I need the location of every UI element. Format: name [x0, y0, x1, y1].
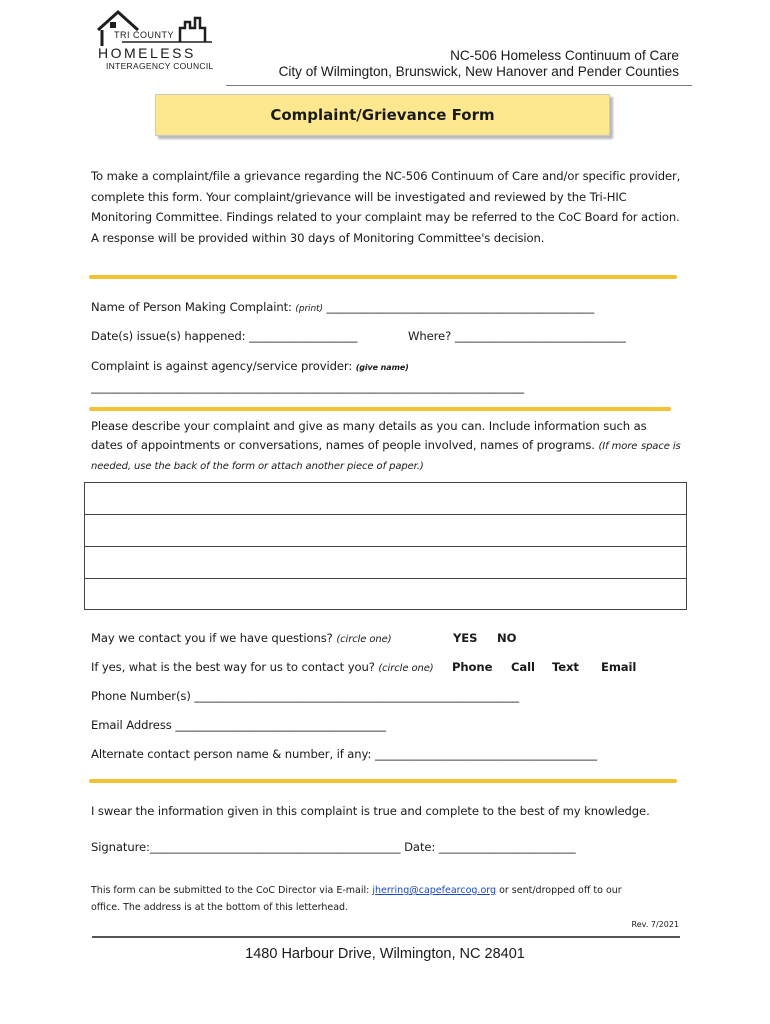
- name-row: [91, 300, 594, 314]
- description-line[interactable]: [85, 515, 686, 547]
- phone-row: [91, 689, 519, 703]
- contact-question-1: [91, 631, 392, 645]
- where-row: [408, 329, 626, 343]
- option-yes[interactable]: YES: [453, 631, 478, 645]
- alt-contact-row: [91, 747, 597, 761]
- divider-1: [89, 275, 677, 279]
- phone-label: Phone Number(s): [91, 689, 191, 703]
- dates-label: Date(s) issue(s) happened:: [91, 329, 246, 343]
- where-label: Where?: [408, 329, 452, 343]
- option-no[interactable]: NO: [497, 631, 517, 645]
- description-line[interactable]: [85, 547, 686, 579]
- alt-field[interactable]: _______________________________________: [374, 747, 598, 761]
- email-field[interactable]: _____________________________________: [175, 718, 387, 732]
- q1-hint: (circle one): [336, 634, 392, 645]
- option-call[interactable]: Call: [511, 660, 535, 674]
- date-field[interactable]: ________________________: [438, 840, 576, 854]
- option-email[interactable]: Email: [601, 660, 637, 674]
- footer-text-b: or sent/dropped off to our: [499, 885, 622, 896]
- logo: [92, 8, 217, 74]
- describe-hint-b: space is needed, use the back of the form or attach another piece of paper.): [91, 441, 681, 472]
- address: 1480 Harbour Drive, Wilmington, NC 28401: [245, 946, 525, 962]
- option-phone[interactable]: Phone: [452, 660, 493, 674]
- q2-hint: (circle one): [378, 663, 434, 674]
- describe-hint-a: (If more: [598, 441, 638, 452]
- against-row: [91, 359, 409, 373]
- description-line[interactable]: [85, 483, 686, 515]
- footer-text-c: office. The address is at the bottom of this letterhead.: [91, 902, 349, 913]
- name-field[interactable]: _______________________________________________: [326, 300, 595, 314]
- footer-note: [91, 882, 681, 916]
- footer-text-a: This form can be submitted to the CoC Director via E-mail:: [91, 885, 370, 896]
- logo-line1: TRI COUNTY: [114, 30, 174, 40]
- logo-line3: INTERAGENCY COUNCIL: [106, 61, 214, 71]
- alt-label: Alternate contact person name & number, if any:: [91, 747, 372, 761]
- divider-2: [89, 407, 671, 411]
- signature-field[interactable]: ____________________________________________: [149, 840, 401, 854]
- q2-label: If yes, what is the best way for us to contact you?: [91, 660, 375, 674]
- name-label: Name of Person Making Complaint:: [91, 300, 292, 314]
- title-box: [155, 94, 610, 136]
- header-rule: [226, 85, 692, 86]
- coc-director-email-link[interactable]: jherring@capefearcog.org: [372, 885, 497, 896]
- describe-paragraph: [91, 417, 681, 476]
- option-text[interactable]: Text: [552, 660, 579, 674]
- divider-3: [89, 779, 677, 783]
- header-line2: City of Wilmington, Brunswick, New Hanover and Pender Counties: [278, 64, 679, 79]
- description-line[interactable]: [85, 579, 686, 611]
- swear-statement: I swear the information given in this complaint is true and complete to the best of my knowledge.: [91, 804, 650, 818]
- against-hint: (give name): [355, 363, 409, 372]
- page-title: Complaint/Grievance Form: [270, 106, 495, 124]
- dates-field[interactable]: ___________________: [249, 329, 358, 343]
- intro-paragraph: To make a complaint/file a grievance regarding the NC-506 Continuum of Care and/or specific provider, complete this form. Your complaint/grievance will be investigated and reviewed by the Tri-HIC Monitoring Committee. Findings related to your complaint may be referred to the CoC Board for action. A response will be provided within 30 days of Monitoring Committee's decision.: [91, 169, 681, 245]
- signature-label: Signature:: [91, 840, 150, 854]
- logo-line2: HOMELESS: [98, 45, 196, 61]
- where-field[interactable]: ______________________________: [454, 329, 626, 343]
- against-field[interactable]: ____________________________________________________________________________: [91, 380, 524, 394]
- name-hint: (print): [295, 304, 323, 314]
- q1-label: May we contact you if we have questions?: [91, 631, 333, 645]
- signature-row: [91, 840, 576, 854]
- footer-rule: [92, 936, 680, 938]
- revision-label: Rev. 7/2021: [631, 920, 679, 929]
- date-label: Date:: [404, 840, 436, 854]
- against-label: Complaint is against agency/service provider:: [91, 359, 353, 373]
- complaint-description-box[interactable]: [84, 482, 687, 610]
- describe-text: Please describe your complaint and give as many details as you can. Include information such as dates of appointments or conversations, names of people involved, names of programs.: [91, 419, 647, 452]
- phone-field[interactable]: _________________________________________________________: [194, 689, 520, 703]
- contact-question-2: [91, 660, 434, 674]
- header-line1: NC-506 Homeless Continuum of Care: [450, 48, 679, 63]
- email-label: Email Address: [91, 718, 172, 732]
- dates-row: [91, 329, 357, 343]
- email-row: [91, 718, 386, 732]
